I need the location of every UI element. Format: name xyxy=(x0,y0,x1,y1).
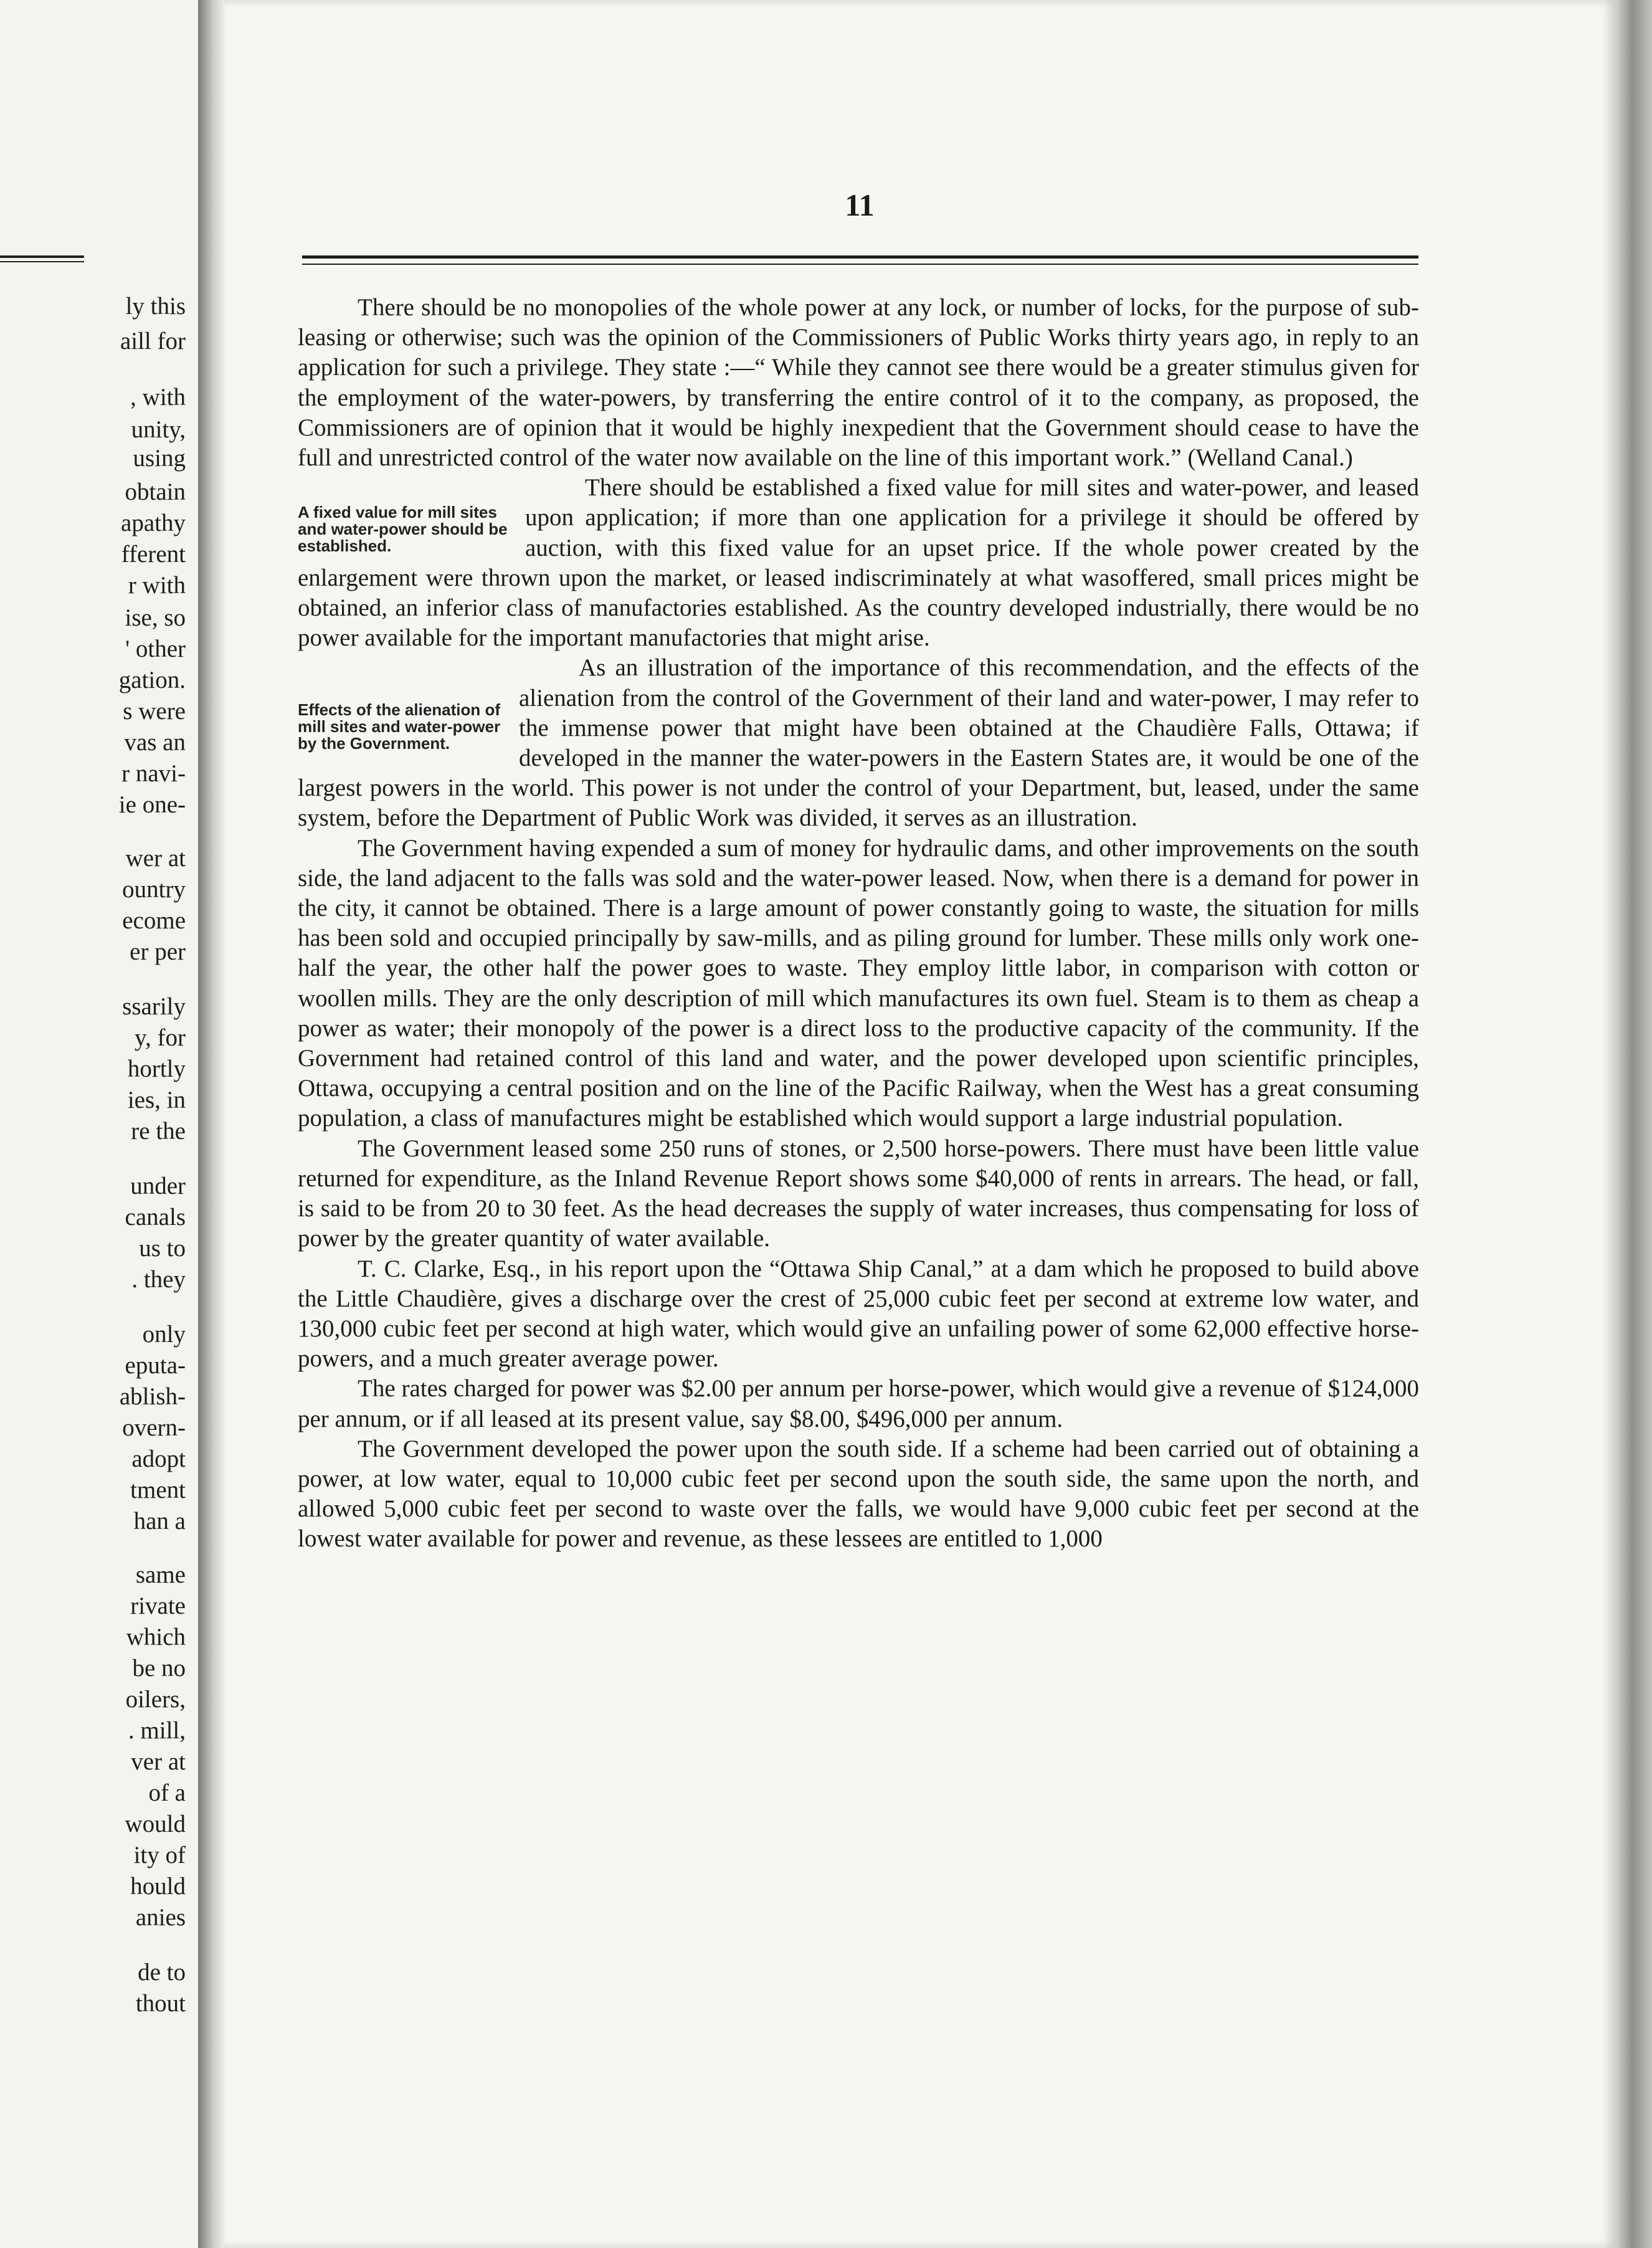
sidenote-fixed-value: A fixed value for mill sites and water-power should be established. xyxy=(298,503,508,556)
paragraph-text: There should be established a fixed value for mill sites and water-power, and leased upon application; if more than one application for a privilege it should be offered by auction, with this fixed value for an upset price. If the whole power created by the enlargement were thrown upon the market, or leased indiscriminately at what wasoffered, small prices might be obtained, an inferior class of manufactories established. As the country developed industrially, there would be no power available for the important manufactories that might arise. xyxy=(298,474,1419,652)
previous-page-line: ie one- xyxy=(118,791,186,818)
previous-page-line: s were xyxy=(123,698,186,725)
sidenote-alienation: Effects of the alienation of mill sites and water-power by the Government. xyxy=(298,700,501,753)
previous-page-line: canals xyxy=(125,1204,186,1231)
previous-page-line: , with xyxy=(130,384,186,411)
paragraph: The Government having expended a sum of money for hydraulic dams, and other improvements on the south side, the land adjacent to the falls was sold and the water-power leased. Now, when there is a demand for power in the city, it cannot be obtained. There is a large amount of power constantly going to waste, the situation for mills has been sold and occupied principally by saw-mills, and as piling ground for lumber. These mills only work one-half the year, the other half the power goes to waste. They employ little labor, in comparison with cotton or woollen mills. They are the only description of mill which manufactures its own fuel. Steam is to them as cheap a power as water; their monopoly of the power is a direct loss to the productive capacity of the community. If the Government had retained control of this land and water, and the power developed upon scientific principles, Ottawa, occupying a central position and on the line of the Pacific Railway, when the West has a great consuming population, a class of manufactures might be established which would support a large industrial population. xyxy=(298,834,1419,1132)
previous-page-line: ' other xyxy=(125,636,186,662)
previous-page-line: ise, so xyxy=(125,604,186,631)
previous-page-line: ecome xyxy=(122,907,186,934)
previous-page-line: hortly xyxy=(127,1055,186,1082)
previous-page-line: eputa- xyxy=(125,1352,186,1379)
previous-page-line: aill for xyxy=(120,328,186,355)
previous-page-line: using xyxy=(133,445,186,472)
previous-page-line: obtain xyxy=(125,479,186,505)
previous-page-line: wer at xyxy=(125,845,186,872)
previous-page-line: ablish- xyxy=(119,1383,186,1410)
previous-page-line: apathy xyxy=(121,510,186,536)
previous-page-line: anies xyxy=(135,1904,186,1931)
previous-page-line: han a xyxy=(133,1508,186,1535)
previous-page-line: overn- xyxy=(122,1414,186,1441)
previous-page-line: ver at xyxy=(131,1748,186,1775)
book-gutter xyxy=(198,0,224,2248)
paragraph-text: As an illustration of the importance of this recommendation, and the effects of the alienation from the control of the Government of their land and water-power, I may refer to the immense power that might have been obtained at the Chaudière Falls, Ottawa; if developed in the manner the water-powers in the Eastern States are, it would be one of the largest powers in the world. This power is not under the control of your Department, but, leased, under the same system, before the Department of Public Work was divided, it serves as an illustration. xyxy=(298,654,1419,832)
paragraph-fixed-value xyxy=(298,473,1419,653)
previous-page-line: rivate xyxy=(130,1593,186,1619)
paragraph-alienation xyxy=(298,653,1419,833)
previous-page-line: ssarily xyxy=(122,993,186,1020)
previous-page-line: of a xyxy=(148,1779,186,1806)
page-number: 11 xyxy=(845,188,875,222)
previous-page-line: would xyxy=(125,1811,186,1837)
previous-page-line: re the xyxy=(131,1118,186,1145)
previous-page-line: ies, in xyxy=(127,1087,186,1113)
previous-page-line: thout xyxy=(135,1990,186,2017)
page-edge xyxy=(1616,0,1652,2248)
previous-page-line: only xyxy=(142,1321,186,1348)
previous-page-line: y, for xyxy=(135,1024,186,1051)
body-text xyxy=(298,293,1419,1555)
previous-page-line: ity of xyxy=(133,1842,186,1869)
paragraph: The rates charged for power was $2.00 per annum per horse-power, which would give a revenue of $124,000 per annum, or if all leased at its present value, say $8.00, $496,000 per annum. xyxy=(298,1375,1419,1432)
paragraph: The Government leased some 250 runs of stones, or 2,500 horse-powers. There must have been little value returned for expenditure, as the Inland Revenue Report shows some $40,000 of rents in arrears. The head, or fall, is said to be from 20 to 30 feet. As the head decreases the supply of water increases, thus compensating for loss of power by the greater quantity of water available. xyxy=(298,1135,1419,1252)
previous-page-line: be no xyxy=(132,1655,186,1682)
previous-page-line: . mill, xyxy=(128,1717,186,1744)
header-rule xyxy=(302,255,1418,265)
previous-page-line: r with xyxy=(128,572,186,599)
previous-page-line: fferent xyxy=(121,541,186,568)
paragraph: There should be no monopolies of the whole power at any lock, or number of locks, for the purpose of sub-leasing or otherwise; such was the opinion of the Commissioners of Public Works thirty years ago, in reply to an application for such a privilege. They state :—“ While they cannot see there would be a greater stimulus given for the employment of the water-powers, by transferring the entire control of it to the company, as proposed, the Commissioners are of opinion that it would be highly inexpedient that the Government should cease to have the full and unrestricted control of the water now available on the line of this important work.” (Welland Canal.) xyxy=(298,294,1419,472)
previous-page-line: gation. xyxy=(118,667,186,693)
previous-page-line: which xyxy=(126,1624,186,1650)
previous-page-line: er per xyxy=(130,938,186,965)
previous-page-header-rule xyxy=(0,255,84,262)
previous-page-line: adopt xyxy=(131,1445,186,1472)
paragraph: The Government developed the power upon the south side. If a scheme had been carried out of obtaining a power, at low water, equal to 10,000 cubic feet per second upon the south side, the same upon the north, and allowed 5,000 cubic feet per second to waste over the falls, we would have 9,000 cubic feet per second at the lowest water available for power and revenue, as these lessees are entitled to 1,000 xyxy=(298,1435,1419,1553)
previous-page-line: de to xyxy=(138,1959,186,1986)
previous-page-line: us to xyxy=(139,1235,186,1262)
previous-page-line: oilers, xyxy=(125,1686,186,1713)
paragraph: T. C. Clarke, Esq., in his report upon the “Ottawa Ship Canal,” at a dam which he proposed to build above the Little Chaudière, gives a discharge over the crest of 25,000 cubic feet per second at extreme low water, and 130,000 cubic feet per second at high water, which would give an unfailing power of some 62,000 effective horse-powers, and a much greater average power. xyxy=(298,1255,1419,1373)
previous-page-line: vas an xyxy=(124,729,186,756)
previous-page-line: hould xyxy=(130,1873,186,1900)
previous-page-line: tment xyxy=(130,1477,186,1503)
previous-page-line: ountry xyxy=(122,876,186,903)
previous-page-line: same xyxy=(135,1561,186,1588)
previous-page xyxy=(0,0,200,2248)
previous-page-line: unity, xyxy=(131,416,186,443)
previous-page-line: r navi- xyxy=(121,760,186,787)
previous-page-line: ly this xyxy=(125,293,186,320)
previous-page-line: under xyxy=(130,1173,186,1199)
previous-page-line: . they xyxy=(131,1266,186,1293)
